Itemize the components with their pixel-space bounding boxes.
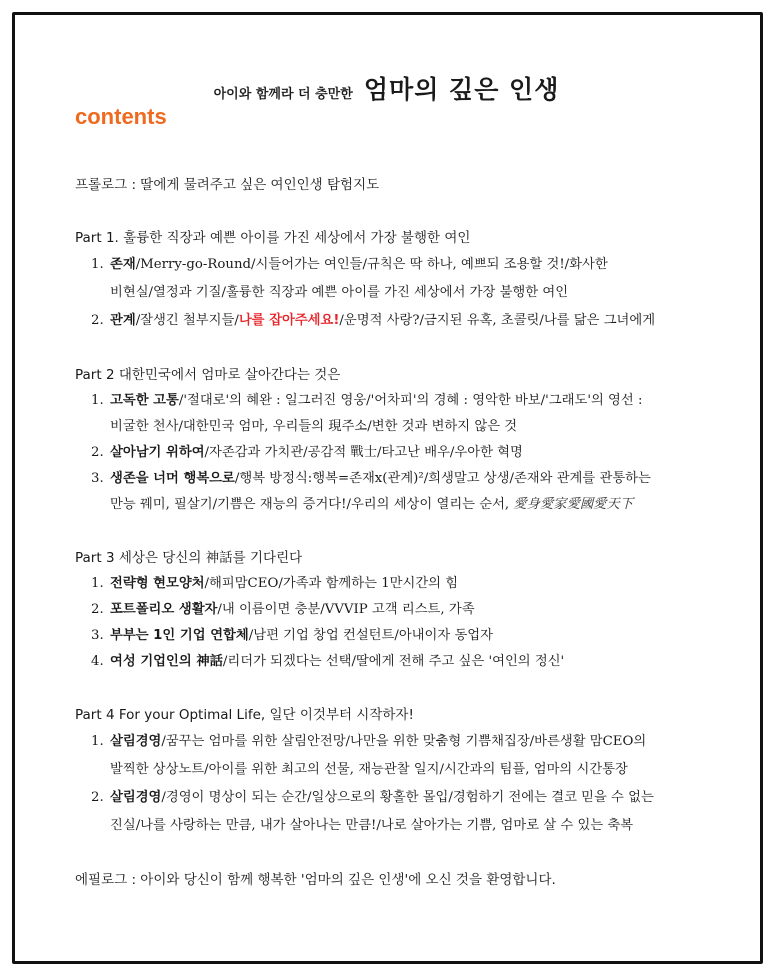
book-subtitle: 아이와 함께라 더 충만한 <box>213 87 353 102</box>
epilogue-line: 에필로그 : 아이와 당신이 함께 행복한 '엄마의 깊은 인생'에 오신 것을 환영합니다. <box>75 872 556 888</box>
prologue-line: 프롤로그 : 딸에게 물려주고 싶은 여인인생 탐험지도 <box>75 177 380 193</box>
item-keyword: 살아남기 위하여 <box>110 445 205 460</box>
part-2-item-3-continued: 만능 꿰미, 필살기/기쁨은 재능의 증거다!/우리의 세상이 열리는 순서, 愛身愛家愛國愛天下 <box>110 497 634 512</box>
title-row <box>0 70 773 106</box>
part-4-item-2-continued: 진실/나를 사랑하는 만큼, 내가 살아나는 만큼!/나로 살아가는 기쁨, 엄마로 살 수 있는 축복 <box>110 818 634 833</box>
item-keyword: 살림경영 <box>110 790 162 805</box>
hanja-motto: 愛身愛家愛國愛天下 <box>513 497 634 512</box>
part-1-heading: Part 1. 훌륭한 직장과 예쁜 아이를 가진 세상에서 가장 불행한 여인 <box>75 230 471 246</box>
item-keyword: 존재 <box>110 257 136 272</box>
item-keyword: 부부는 1인 기업 연합체 <box>110 628 249 643</box>
item-keyword: 전략형 현모양처 <box>110 576 205 591</box>
part-3-item-4: 4. 여성 기업인의 神話/리더가 되겠다는 선택/딸에게 전해 주고 싶은 '여인의 정신' <box>91 654 565 669</box>
part-1-item-1-continued: 비현실/열정과 기질/훌륭한 직장과 예쁜 아이를 가진 세상에서 가장 불행한 여인 <box>110 285 569 300</box>
part-3-heading: Part 3 세상은 당신의 神話를 기다린다 <box>75 550 303 566</box>
part-3-item-3: 3. 부부는 1인 기업 연합체/남편 기업 창업 컨설턴트/아내이자 동업자 <box>91 628 493 643</box>
part-4-heading: Part 4 For your Optimal Life, 일단 이것부터 시작하자! <box>75 707 414 723</box>
part-2-item-2: 2. 살아남기 위하여/자존감과 가치관/공감적 戰士/타고난 배우/우아한 혁명 <box>91 445 523 460</box>
part-1-item-2: 2. 관계/잘생긴 철부지들/나를 잡아주세요!/운명적 사랑?/금지된 유혹, 초콜릿/나를 닮은 그녀에게 <box>91 313 656 328</box>
part-2-item-1-continued: 비굴한 천사/대한민국 엄마, 우리들의 現주소/변한 것과 변하지 않은 것 <box>110 419 518 434</box>
contents-label: contents <box>75 104 167 129</box>
part-1-item-1: 1. 존재/Merry-go-Round/시들어가는 여인들/규칙은 딱 하나, 예쁘되 조용할 것!/화사한 <box>91 257 608 272</box>
item-keyword: 관계 <box>110 313 136 328</box>
table-of-contents <box>75 172 705 893</box>
item-keyword: 고독한 고통 <box>110 393 179 408</box>
part-2-item-1: 1. 고독한 고통/'절대로'의 혜완 : 일그러진 영웅/'어차피'의 경혜 : 영악한 바보/'그래도'의 영선 : <box>91 393 643 408</box>
part-4-item-1-continued: 발찍한 상상노트/아이를 위한 최고의 선물, 재능관찰 일지/시간과의 팀플, 엄마의 시간통장 <box>110 762 628 777</box>
item-keyword: 살림경영 <box>110 734 162 749</box>
part-2-heading: Part 2 대한민국에서 엄마로 살아간다는 것은 <box>75 367 341 383</box>
part-2-item-3: 3. 생존을 너머 행복으로/행복 방정식:행복=존재x(관계)²/희생말고 상생/존재와 관계를 관통하는 <box>91 471 651 486</box>
part-4-item-2: 2. 살림경영/경영이 명상이 되는 순간/일상으로의 황홀한 몰입/경험하기 전에는 결코 믿을 수 없는 <box>91 790 654 805</box>
book-title: 엄마의 깊은 인생 <box>363 75 560 104</box>
highlighted-text: 나를 잡아주세요! <box>238 313 340 328</box>
part-3-item-1: 1. 전략형 현모양처/해피맘CEO/가족과 함께하는 1만시간의 힘 <box>91 576 459 591</box>
item-keyword: 생존을 너머 행복으로 <box>110 471 235 486</box>
item-keyword: 포트폴리오 생활자 <box>110 602 218 617</box>
item-keyword: 여성 기업인의 神話 <box>110 654 223 669</box>
part-4-item-1: 1. 살림경영/꿈꾸는 엄마를 위한 살림안전망/나만을 위한 맞춤형 기쁨채집장/바른생활 맘CEO의 <box>91 734 647 749</box>
part-3-item-2: 2. 포트폴리오 생활자/내 이름이면 충분/VVVIP 고객 리스트, 가족 <box>91 602 475 617</box>
